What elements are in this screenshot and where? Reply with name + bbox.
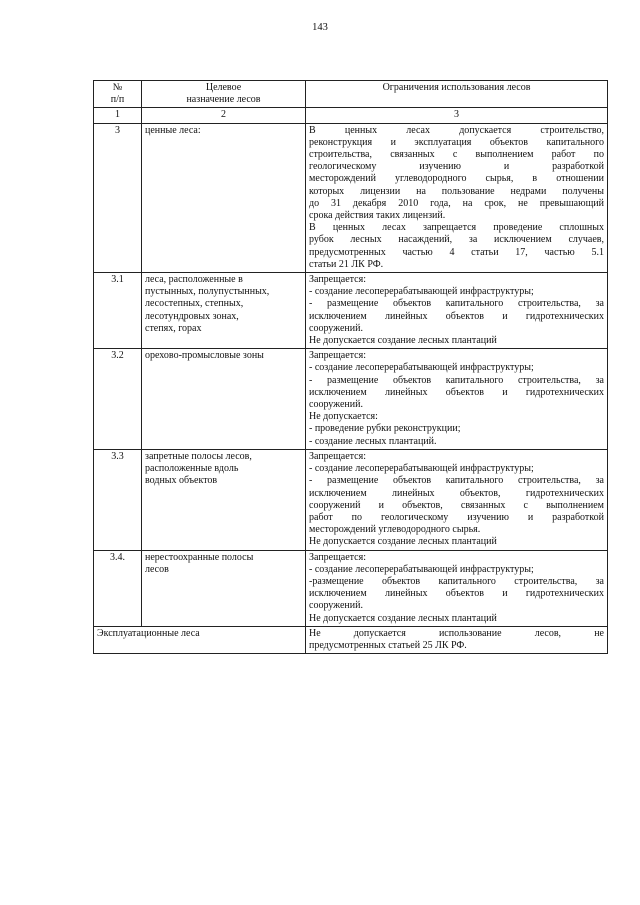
row-number: 3: [94, 123, 142, 272]
header-num-line: п/п: [110, 94, 125, 106]
restriction-line: - создание лесоперерабатывающей инфраструктуры;: [309, 362, 534, 374]
page-number: 143: [312, 22, 328, 33]
restriction-line: работ по геологическому изучению и разработкой: [309, 511, 604, 523]
restriction-line: рубок лесных насаждений, за исключением случаев,: [309, 234, 604, 246]
restriction-line: срока действия таких лицензий.: [309, 210, 446, 222]
header-purpose-line: назначение лесов: [186, 94, 261, 106]
row-restrictions: [306, 349, 608, 450]
restriction-line: исключением линейных объектов, гидротехнических: [309, 487, 604, 499]
row-purpose: [142, 123, 306, 272]
row-purpose: [142, 273, 306, 349]
restriction-line: Не допускается создание лесных плантаций: [309, 612, 497, 624]
purpose-line: степях, горах: [145, 322, 202, 334]
header-purpose-line: Целевое: [205, 82, 242, 93]
restriction-line: Запрещается:: [309, 350, 366, 362]
purpose-line: ценные леса:: [145, 124, 201, 136]
footer-purpose: Эксплуатационные леса: [94, 626, 306, 653]
header-row: [94, 81, 608, 108]
purpose-line: водных объектов: [145, 475, 218, 487]
restriction-line: Запрещается:: [309, 551, 366, 563]
row-number: 3.3: [94, 449, 142, 550]
restriction-line: В ценных лесах запрещается проведение сплошных: [309, 222, 604, 234]
table-row: [94, 349, 608, 450]
restriction-line: - размещение объектов капитального строительства, за: [309, 298, 604, 310]
restriction-line: Не допускается:: [309, 411, 378, 423]
restriction-line: - создание лесных плантаций.: [309, 435, 437, 447]
index-cell: 2: [142, 108, 306, 123]
header-purpose: [142, 81, 306, 108]
restriction-line: Не допускается создание лесных плантаций: [309, 536, 497, 548]
restriction-line: предусмотренных статьей 25 ЛК РФ.: [309, 639, 467, 651]
purpose-line: лесостепных, степных,: [145, 298, 244, 310]
row-restrictions: [306, 550, 608, 626]
restriction-line: до 31 декабря 2010 года, на срок, не превышающий: [309, 197, 604, 209]
header-restrictions: Ограничения использования лесов: [306, 81, 608, 108]
index-cell: 3: [306, 108, 608, 123]
header-num: [94, 81, 142, 108]
restriction-line: которых лицензии на пользование недрами получены: [309, 185, 604, 197]
restriction-line: - размещение объектов капитального строительства, за: [309, 475, 604, 487]
row-number: 3.2: [94, 349, 142, 450]
purpose-line: пустынных, полупустынных,: [145, 286, 270, 298]
restriction-line: сооружений.: [309, 600, 363, 612]
table-row: [94, 449, 608, 550]
restriction-line: месторождений углеводородного сырья.: [309, 524, 481, 536]
restriction-line: - размещение объектов капитального строительства, за: [309, 374, 604, 386]
restriction-line: исключением линейных объектов и гидротехнических: [309, 310, 604, 322]
row-number: 3.1: [94, 273, 142, 349]
row-purpose: [142, 550, 306, 626]
row-purpose: [142, 349, 306, 450]
row-purpose: [142, 449, 306, 550]
row-restrictions: [306, 449, 608, 550]
restriction-line: месторождений углеводородного сырья, в отношении: [309, 173, 604, 185]
purpose-line: запретные полосы лесов,: [145, 450, 252, 462]
purpose-line: нерестоохранные полосы: [145, 551, 254, 563]
restriction-line: Запрещается:: [309, 450, 366, 462]
purpose-line: леса, расположенные в: [145, 274, 243, 286]
restriction-line: сооружений и объектов, связанных с выполнением: [309, 499, 604, 511]
purpose-line: расположенные вдоль: [145, 463, 239, 475]
header-num-line: №: [112, 82, 123, 93]
purpose-line: орехово-промысловые зоны: [145, 350, 264, 362]
restriction-line: Не допускается использование лесов, не: [309, 627, 604, 639]
restriction-line: В ценных лесах допускается строительство,: [309, 124, 604, 136]
restriction-line: исключением линейных объектов и гидротехнических: [309, 386, 604, 398]
restriction-line: сооружений.: [309, 399, 363, 411]
restriction-line: -размещение объектов капитального строительства, за: [309, 575, 604, 587]
purpose-line: лесотундровых зонах,: [145, 310, 239, 322]
restriction-line: Запрещается:: [309, 274, 366, 286]
restriction-line: сооружений.: [309, 322, 363, 334]
footer-restrictions: [306, 626, 608, 653]
row-number: 3.4.: [94, 550, 142, 626]
restriction-line: реконструкция и эксплуатация объектов капитального: [309, 136, 604, 148]
restriction-line: - проведение рубки реконструкции;: [309, 423, 461, 435]
table-row: [94, 123, 608, 272]
index-cell: 1: [94, 108, 142, 123]
restriction-line: Не допускается создание лесных плантаций: [309, 335, 497, 347]
index-row: [94, 108, 608, 123]
restriction-line: геологическому изучению и разработкой: [309, 161, 604, 173]
restriction-line: предусмотренных частью 4 статьи 17, частью 5.1: [309, 246, 604, 258]
restriction-line: - создание лесоперерабатывающей инфраструктуры;: [309, 286, 534, 298]
restrictions-table: [93, 80, 608, 654]
restriction-line: исключением линейных объектов и гидротехнических: [309, 588, 604, 600]
row-restrictions: [306, 273, 608, 349]
table-row: [94, 550, 608, 626]
row-restrictions: [306, 123, 608, 272]
restriction-line: - создание лесоперерабатывающей инфраструктуры;: [309, 463, 534, 475]
footer-row: [94, 626, 608, 653]
table-row: [94, 273, 608, 349]
purpose-line: лесов: [145, 563, 169, 575]
restriction-line: - создание лесоперерабатывающей инфраструктуры;: [309, 563, 534, 575]
restriction-line: строительства, связанных с выполнением работ по: [309, 149, 604, 161]
restriction-line: статьи 21 ЛК РФ.: [309, 258, 384, 270]
